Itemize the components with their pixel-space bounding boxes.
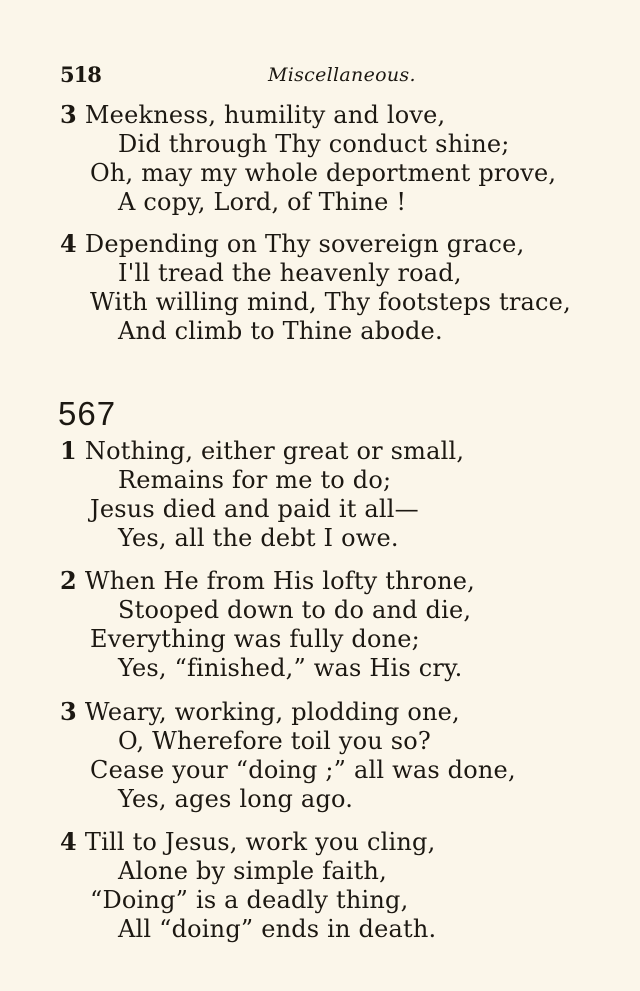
stanza-line: Yes, all the debt I owe. <box>118 524 399 552</box>
stanza-number: 1 <box>60 436 77 465</box>
stanza-line: “Doing” is a deadly thing, <box>90 886 409 914</box>
stanza-number: 4 <box>60 229 77 258</box>
running-title: Miscellaneous. <box>268 64 416 86</box>
stanza-line: Yes, “finished,” was His cry. <box>118 654 463 682</box>
page-number: 518 <box>60 62 101 87</box>
stanza-line: All “doing” ends in death. <box>118 915 437 943</box>
stanza-line: Yes, ages long ago. <box>118 785 354 813</box>
stanza-number: 3 <box>60 100 77 129</box>
stanza-line: O, Wherefore toil you so? <box>118 727 431 755</box>
stanza-line: 4 Depending on Thy sovereign grace, <box>60 229 525 258</box>
stanza-line: Stooped down to do and die, <box>118 596 472 624</box>
stanza-line: 3 Meekness, humility and love, <box>60 100 446 129</box>
stanza-number: 2 <box>60 566 77 595</box>
stanza-line: Alone by simple faith, <box>118 857 387 885</box>
stanza-line: 2 When He from His lofty throne, <box>60 566 475 595</box>
stanza-line: A copy, Lord, of Thine ! <box>118 188 407 216</box>
stanza-line: I'll tread the heavenly road, <box>118 259 462 287</box>
stanza-line: And climb to Thine abode. <box>118 317 443 345</box>
stanza-line: Oh, may my whole deportment prove, <box>90 159 557 187</box>
stanza-line: Jesus died and paid it all— <box>90 495 419 523</box>
stanza-line: Did through Thy conduct shine; <box>118 130 510 158</box>
page-header <box>60 62 416 87</box>
stanza-line: 4 Till to Jesus, work you cling, <box>60 827 436 856</box>
stanza-line: Remains for me to do; <box>118 466 392 494</box>
stanza-line: Cease your “doing ;” all was done, <box>90 756 516 784</box>
stanza-line: Everything was fully done; <box>90 625 420 653</box>
stanza-number: 4 <box>60 827 77 856</box>
hymn-number: 567 <box>58 395 117 432</box>
stanza-line: 3 Weary, working, plodding one, <box>60 697 460 726</box>
stanza-line: With willing mind, Thy footsteps trace, <box>90 288 571 316</box>
stanza-number: 3 <box>60 697 77 726</box>
stanza-line: 1 Nothing, either great or small, <box>60 436 465 465</box>
